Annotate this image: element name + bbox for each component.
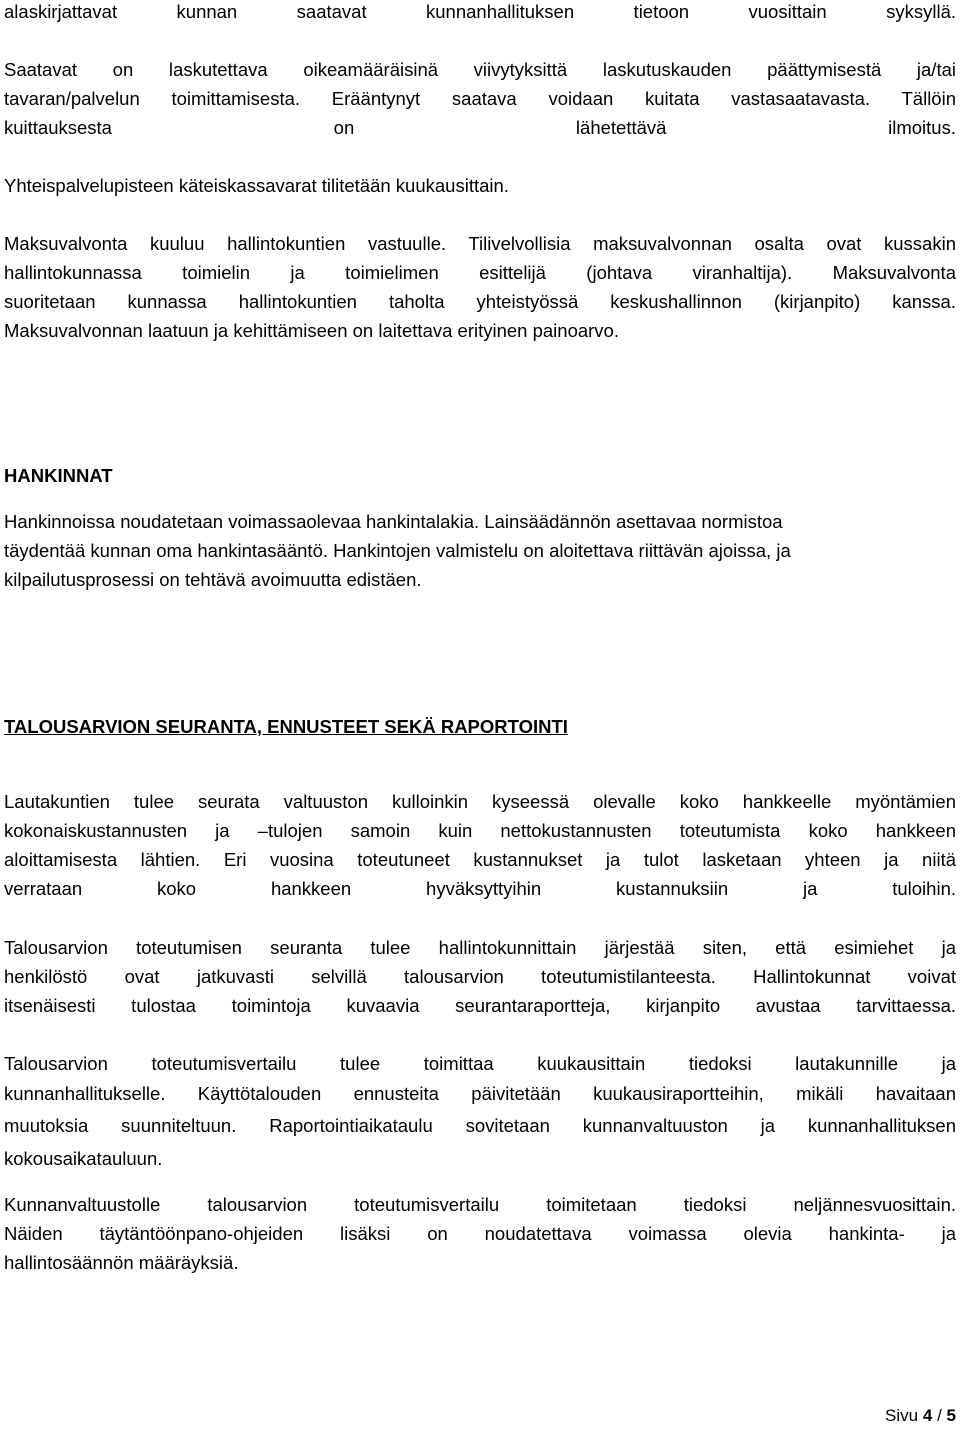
page-number-separator: / [937,1406,942,1425]
page-number-prefix: Sivu [885,1406,919,1425]
paragraph-line: täydentää kunnan oma hankintasääntö. Hankintojen valmistelu on aloitettava riittävän ajoissa, ja [4,540,791,561]
paragraph-line: Kunnanvaltuustolle talousarvion toteutumisvertailu toimitetaan tiedoksi neljännesvuosittain. [4,1194,956,1215]
paragraph-line: Maksuvalvonta kuuluu hallintokuntien vastuulle. Tilivelvollisia maksuvalvonnan osalta ovat kussakin [4,233,956,254]
paragraph-line: muutoksia suunniteltuun. Raportointiaikataulu sovitetaan kunnanvaltuuston ja kunnanhallituksen [4,1115,956,1136]
paragraph-line: Talousarvion toteutumisen seuranta tulee hallintokunnittain järjestää siten, että esimiehet ja [4,937,956,958]
paragraph-line: aloittamisesta lähtien. Eri vuosina toteutuneet kustannukset ja tulot lasketaan yhteen ja niitä [4,849,956,870]
paragraph-line: kokonaiskustannusten ja –tulojen samoin kuin nettokustannusten toteutumista koko hankkeen [4,820,956,841]
paragraph-line: Talousarvion toteutumisvertailu tulee toimittaa kuukausittain tiedoksi lautakunnille ja [4,1053,956,1074]
paragraph-line: henkilöstö ovat jatkuvasti selvillä talousarvion toteutumistilanteesta. Hallintokunnat voivat [4,966,956,987]
paragraph-line: Hankinnoissa noudatetaan voimassaolevaa hankintalakia. Lainsäädännön asettavaa normistoa [4,511,783,532]
page-number-current: 4 [922,1406,933,1425]
paragraph-line: kuittauksesta on lähetettävä ilmoitus. [4,117,956,138]
paragraph-line: hallintosäännön määräyksiä. [4,1252,239,1273]
paragraph-line: Yhteispalvelupisteen käteiskassavarat tilitetään kuukausittain. [4,175,509,196]
paragraph-line: tavaran/palvelun toimittamisesta. Erääntynyt saatava voidaan kuitata vastasaatavasta. Tällöin [4,88,956,109]
page-number [885,1405,956,1427]
paragraph-line: kokousaikatauluun. [4,1148,163,1169]
paragraph-line: Näiden täytäntöönpano-ohjeiden lisäksi on noudatettava voimassa olevia hankinta- ja [4,1223,956,1244]
section-heading-hankinnat: HANKINNAT [4,465,113,486]
section-heading-talousarvion-seuranta: TALOUSARVION SEURANTA, ENNUSTEET SEKÄ RAPORTOINTI [4,716,568,737]
paragraph-line: Lautakuntien tulee seurata valtuuston kulloinkin kyseessä olevalle koko hankkeelle myöntämien [4,791,956,812]
paragraph-line: hallintokunnassa toimielin ja toimielimen esittelijä (johtava viranhaltija). Maksuvalvonta [4,262,956,283]
paragraph-line: kunnanhallitukselle. Käyttötalouden ennusteita päivitetään kuukausiraportteihin, mikäli havaitaan [4,1083,956,1104]
paragraph-line: verrataan koko hankkeen hyväksyttyihin kustannuksiin ja tuloihin. [4,878,956,899]
paragraph-line: itsenäisesti tulostaa toimintoja kuvaavia seurantaraportteja, kirjanpito avustaa tarvittaessa. [4,995,956,1016]
paragraph-line: suoritetaan kunnassa hallintokuntien taholta yhteistyössä keskushallinnon (kirjanpito) kanssa. [4,291,956,312]
paragraph-line: Maksuvalvonnan laatuun ja kehittämiseen on laitettava erityinen painoarvo. [4,320,619,341]
paragraph-line: Saatavat on laskutettava oikeamääräisinä viivytyksittä laskutuskauden päättymisestä ja/tai [4,59,956,80]
paragraph-line: alaskirjattavat kunnan saatavat kunnanhallituksen tietoon vuosittain syksyllä. [4,1,956,22]
page-number-total: 5 [946,1406,956,1425]
paragraph-line: kilpailutusprosessi on tehtävä avoimuutta edistäen. [4,569,422,590]
